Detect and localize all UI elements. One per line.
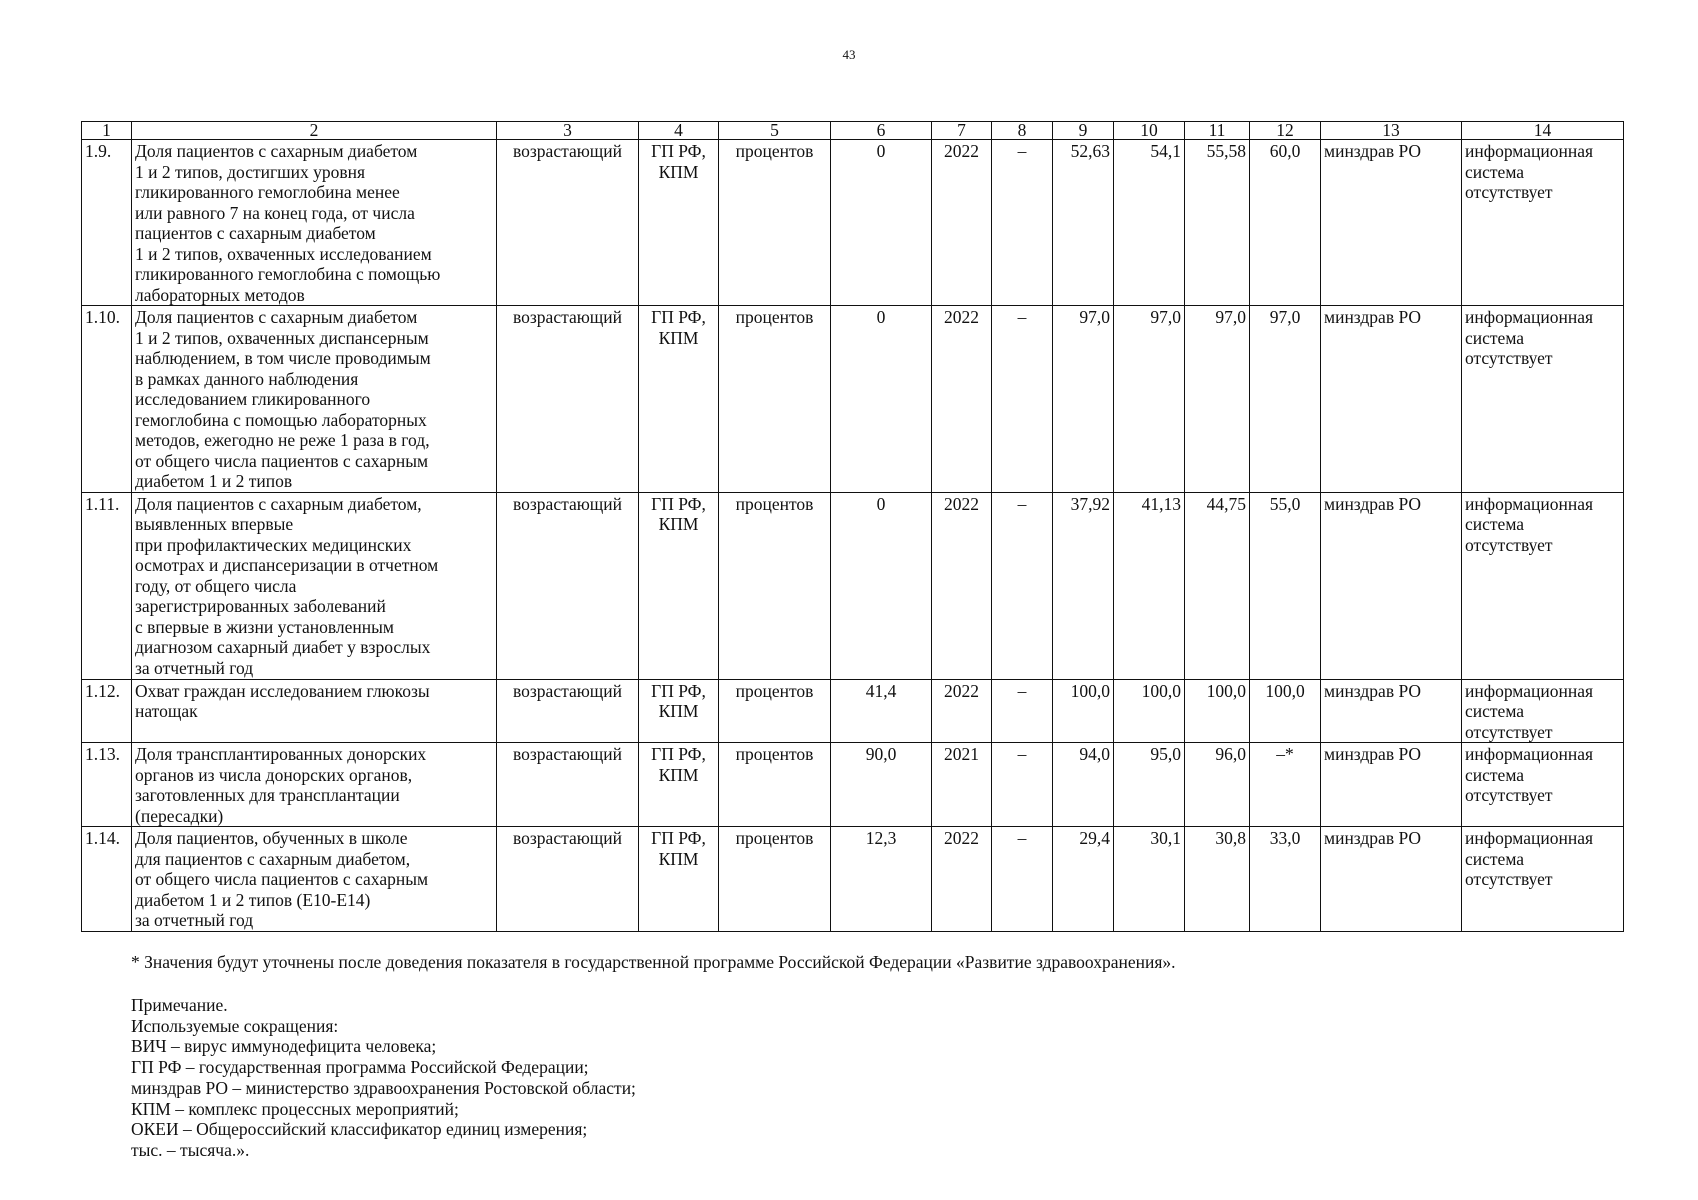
column-header: 12: [1250, 122, 1321, 140]
info-system-cell: информационная система отсутствует: [1462, 140, 1624, 306]
base-year-cell: 2022: [932, 306, 992, 493]
col8-cell: –: [992, 743, 1053, 827]
col8-cell: –: [992, 306, 1053, 493]
indicator-name: Доля пациентов, обученных в школе для пациентов с сахарным диабетом, от общего числа пациентов с сахарным диабетом 1 и 2 типов (Е10-Е14) за отчетный год: [132, 827, 497, 932]
unit-cell: процентов: [719, 492, 831, 679]
column-header: 10: [1114, 122, 1185, 140]
trend-cell: возрастающий: [497, 827, 639, 932]
base-value-cell: 0: [831, 492, 932, 679]
table-row: [82, 827, 1624, 932]
responsible-cell: минздрав РО: [1321, 827, 1462, 932]
notes-title: Примечание.: [131, 995, 228, 1015]
info-system-cell: информационная система отсутствует: [1462, 306, 1624, 493]
value-cell: 100,0: [1185, 679, 1250, 743]
col8-cell: –: [992, 679, 1053, 743]
base-value-cell: 0: [831, 306, 932, 493]
column-header: 7: [932, 122, 992, 140]
value-cell: 97,0: [1114, 306, 1185, 493]
notes-section: [131, 995, 636, 1161]
value-cell: –*: [1250, 743, 1321, 827]
base-year-cell: 2022: [932, 679, 992, 743]
value-cell: 30,1: [1114, 827, 1185, 932]
responsible-cell: минздрав РО: [1321, 743, 1462, 827]
column-header: 4: [639, 122, 719, 140]
value-cell: 97,0: [1250, 306, 1321, 493]
table-row: [82, 743, 1624, 827]
level-cell: ГП РФ, КПМ: [639, 679, 719, 743]
info-system-cell: информационная система отсутствует: [1462, 827, 1624, 932]
trend-cell: возрастающий: [497, 679, 639, 743]
base-year-cell: 2021: [932, 743, 992, 827]
indicator-name: Охват граждан исследованием глюкозы натощак: [132, 679, 497, 743]
responsible-cell: минздрав РО: [1321, 140, 1462, 306]
table-row: [82, 679, 1624, 743]
base-year-cell: 2022: [932, 140, 992, 306]
column-header: 5: [719, 122, 831, 140]
info-system-cell: информационная система отсутствует: [1462, 743, 1624, 827]
trend-cell: возрастающий: [497, 743, 639, 827]
column-header: 2: [132, 122, 497, 140]
column-header: 13: [1321, 122, 1462, 140]
indicators-table: [81, 121, 1624, 932]
trend-cell: возрастающий: [497, 492, 639, 679]
value-cell: 30,8: [1185, 827, 1250, 932]
abbreviation-item: ВИЧ – вирус иммунодефицита человека;: [131, 1036, 437, 1057]
column-header: 11: [1185, 122, 1250, 140]
responsible-cell: минздрав РО: [1321, 492, 1462, 679]
base-year-cell: 2022: [932, 827, 992, 932]
level-cell: ГП РФ, КПМ: [639, 140, 719, 306]
value-cell: 94,0: [1053, 743, 1114, 827]
value-cell: 41,13: [1114, 492, 1185, 679]
value-cell: 100,0: [1250, 679, 1321, 743]
page-number: 43: [842, 47, 856, 62]
abbreviation-item: тыс. – тысяча.».: [131, 1139, 250, 1160]
row-number: 1.10.: [82, 306, 132, 493]
row-number: 1.12.: [82, 679, 132, 743]
level-cell: ГП РФ, КПМ: [639, 827, 719, 932]
value-cell: 55,0: [1250, 492, 1321, 679]
trend-cell: возрастающий: [497, 306, 639, 493]
unit-cell: процентов: [719, 679, 831, 743]
column-header: 8: [992, 122, 1053, 140]
col8-cell: –: [992, 492, 1053, 679]
responsible-cell: минздрав РО: [1321, 306, 1462, 493]
value-cell: 96,0: [1185, 743, 1250, 827]
base-year-cell: 2022: [932, 492, 992, 679]
base-value-cell: 12,3: [831, 827, 932, 932]
value-cell: 54,1: [1114, 140, 1185, 306]
value-cell: 60,0: [1250, 140, 1321, 306]
info-system-cell: информационная система отсутствует: [1462, 492, 1624, 679]
value-cell: 29,4: [1053, 827, 1114, 932]
column-header: 14: [1462, 122, 1624, 140]
value-cell: 44,75: [1185, 492, 1250, 679]
indicator-name: Доля пациентов с сахарным диабетом, выявленных впервые при профилактических медицинских осмотрах и диспансеризации в отчетном году, от общего числа зарегистрированных заболеваний с впервые в жизни установленным диагнозом сахарный диабет у взрослых за отчетный год: [132, 492, 497, 679]
base-value-cell: 41,4: [831, 679, 932, 743]
unit-cell: процентов: [719, 140, 831, 306]
value-cell: 52,63: [1053, 140, 1114, 306]
row-number: 1.13.: [82, 743, 132, 827]
table-row: [82, 306, 1624, 493]
table-row: [82, 492, 1624, 679]
indicator-name: Доля пациентов с сахарным диабетом 1 и 2 типов, охваченных диспансерным наблюдением, в том числе проводимым в рамках данного наблюдения исследованием гликированного гемоглобина с помощью лабораторных методов, ежегодно не реже 1 раза в год, от общего числа пациентов с сахарным диабетом 1 и 2 типов: [132, 306, 497, 493]
notes-subtitle: Используемые сокращения:: [131, 1015, 339, 1036]
row-number: 1.9.: [82, 140, 132, 306]
unit-cell: процентов: [719, 743, 831, 827]
indicator-name: Доля трансплантированных донорских органов из числа донорских органов, заготовленных для трансплантации (пересадки): [132, 743, 497, 827]
value-cell: 100,0: [1053, 679, 1114, 743]
info-system-cell: информационная система отсутствует: [1462, 679, 1624, 743]
value-cell: 33,0: [1250, 827, 1321, 932]
abbreviation-item: ГП РФ – государственная программа Российской Федерации;: [131, 1057, 589, 1078]
footnote: * Значения будут уточнены после доведения показателя в государственной программе Российской Федерации «Развитие здравоохранения».: [131, 952, 1176, 972]
col8-cell: –: [992, 827, 1053, 932]
column-header: 6: [831, 122, 932, 140]
table-header-row: [82, 122, 1624, 140]
abbreviation-item: КПМ – комплекс процессных мероприятий;: [131, 1098, 459, 1119]
value-cell: 37,92: [1053, 492, 1114, 679]
column-header: 1: [82, 122, 132, 140]
unit-cell: процентов: [719, 306, 831, 493]
value-cell: 55,58: [1185, 140, 1250, 306]
level-cell: ГП РФ, КПМ: [639, 492, 719, 679]
indicator-name: Доля пациентов с сахарным диабетом 1 и 2 типов, достигших уровня гликированного гемоглобина менее или равного 7 на конец года, от числа пациентов с сахарным диабетом 1 и 2 типов, охваченных исследованием гликированного гемоглобина с помощью лабораторных методов: [132, 140, 497, 306]
row-number: 1.11.: [82, 492, 132, 679]
value-cell: 97,0: [1053, 306, 1114, 493]
level-cell: ГП РФ, КПМ: [639, 306, 719, 493]
abbreviation-item: минздрав РО – министерство здравоохранения Ростовской области;: [131, 1077, 636, 1098]
value-cell: 100,0: [1114, 679, 1185, 743]
value-cell: 97,0: [1185, 306, 1250, 493]
unit-cell: процентов: [719, 827, 831, 932]
row-number: 1.14.: [82, 827, 132, 932]
table-row: [82, 140, 1624, 306]
value-cell: 95,0: [1114, 743, 1185, 827]
responsible-cell: минздрав РО: [1321, 679, 1462, 743]
base-value-cell: 0: [831, 140, 932, 306]
base-value-cell: 90,0: [831, 743, 932, 827]
abbreviation-item: ОКЕИ – Общероссийский классификатор единиц измерения;: [131, 1119, 588, 1140]
column-header: 9: [1053, 122, 1114, 140]
col8-cell: –: [992, 140, 1053, 306]
level-cell: ГП РФ, КПМ: [639, 743, 719, 827]
column-header: 3: [497, 122, 639, 140]
trend-cell: возрастающий: [497, 140, 639, 306]
